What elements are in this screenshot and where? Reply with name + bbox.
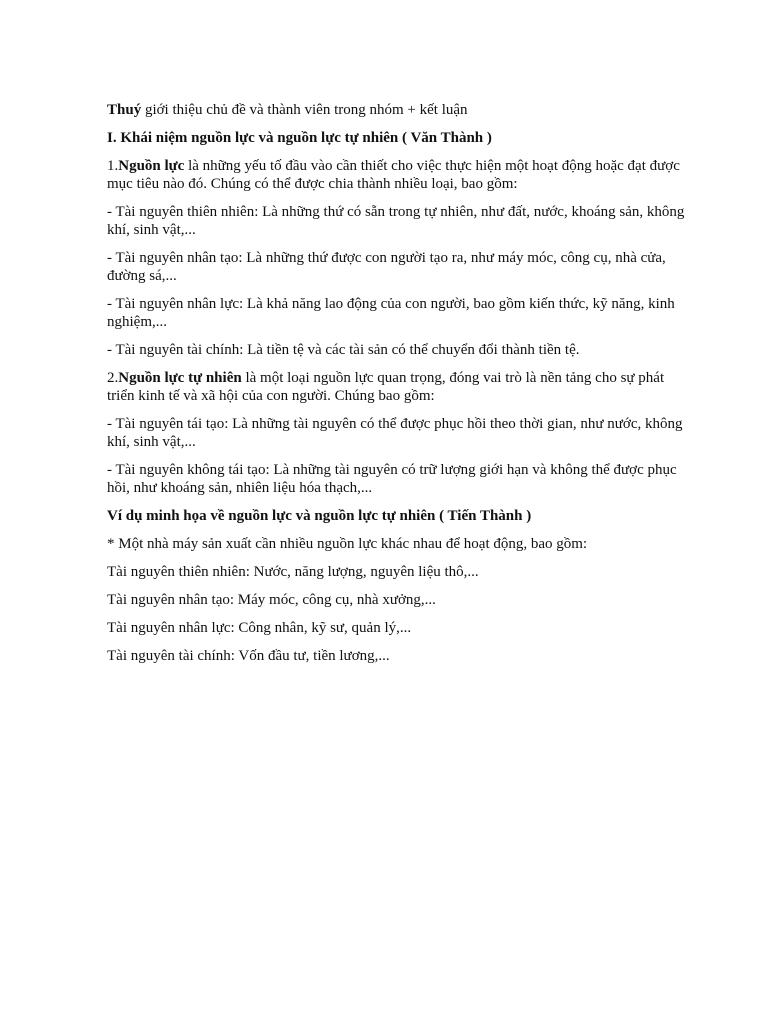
list-item: Tài nguyên nhân tạo: Máy móc, công cụ, nhà xưởng,...: [107, 592, 436, 608]
intro-text: giới thiệu chủ đề và thành viên trong nhóm + kết luận: [141, 102, 468, 118]
section1-heading: I. Khái niệm nguồn lực và nguồn lực tự nhiên ( Văn Thành ): [107, 130, 492, 146]
list-item: - Tài nguyên tài chính: Là tiền tệ và các tài sản có thể chuyển đổi thành tiền tệ.: [107, 342, 580, 358]
intro-paragraph: [107, 101, 689, 119]
list-item: - Tài nguyên tái tạo: Là những tài nguyên có thể được phục hồi theo thời gian, như nước, không khí, sinh vật,...: [107, 416, 683, 450]
list-item: Tài nguyên tài chính: Vốn đầu tư, tiền lương,...: [107, 648, 390, 664]
definition-resource: [107, 157, 689, 193]
list-item: - Tài nguyên thiên nhiên: Là những thứ có sẵn trong tự nhiên, như đất, nước, khoáng sản, không khí, sinh vật,...: [107, 204, 685, 238]
example-intro: * Một nhà máy sản xuất cần nhiều nguồn lực khác nhau để hoạt động, bao gồm:: [107, 536, 588, 552]
definition-term: Nguồn lực: [118, 158, 185, 174]
intro-name: Thuý: [107, 102, 142, 118]
definition-term: Nguồn lực tự nhiên: [118, 370, 242, 386]
definition-number: 2.: [107, 370, 119, 386]
list-item: Tài nguyên thiên nhiên: Nước, năng lượng, nguyên liệu thô,...: [107, 564, 479, 580]
definition-number: 1.: [107, 158, 119, 174]
list-item: - Tài nguyên không tái tạo: Là những tài nguyên có trữ lượng giới hạn và không thể được phục hồi, như khoáng sản, nhiên liệu hóa thạch,...: [107, 462, 677, 496]
section2-heading: Ví dụ minh họa về nguồn lực và nguồn lực tự nhiên ( Tiến Thành ): [107, 508, 532, 524]
list-item: Tài nguyên nhân lực: Công nhân, kỹ sư, quản lý,...: [107, 620, 412, 636]
document-page: [107, 101, 689, 675]
list-item: - Tài nguyên nhân tạo: Là những thứ được con người tạo ra, như máy móc, công cụ, nhà cửa, đường sá,...: [107, 250, 666, 284]
definition-text: là những yếu tố đầu vào cần thiết cho việc thực hiện một hoạt động hoặc đạt được mục tiêu nào đó. Chúng có thể được chia thành nhiều loại, bao gồm:: [107, 158, 680, 192]
definition-natural-resource: [107, 369, 689, 405]
list-item: - Tài nguyên nhân lực: Là khả năng lao động của con người, bao gồm kiến thức, kỹ năng, kinh nghiệm,...: [107, 296, 675, 330]
definition-text: là một loại nguồn lực quan trọng, đóng vai trò là nền tảng cho sự phát triển kinh tế và xã hội của con người. Chúng bao gồm:: [107, 370, 665, 404]
